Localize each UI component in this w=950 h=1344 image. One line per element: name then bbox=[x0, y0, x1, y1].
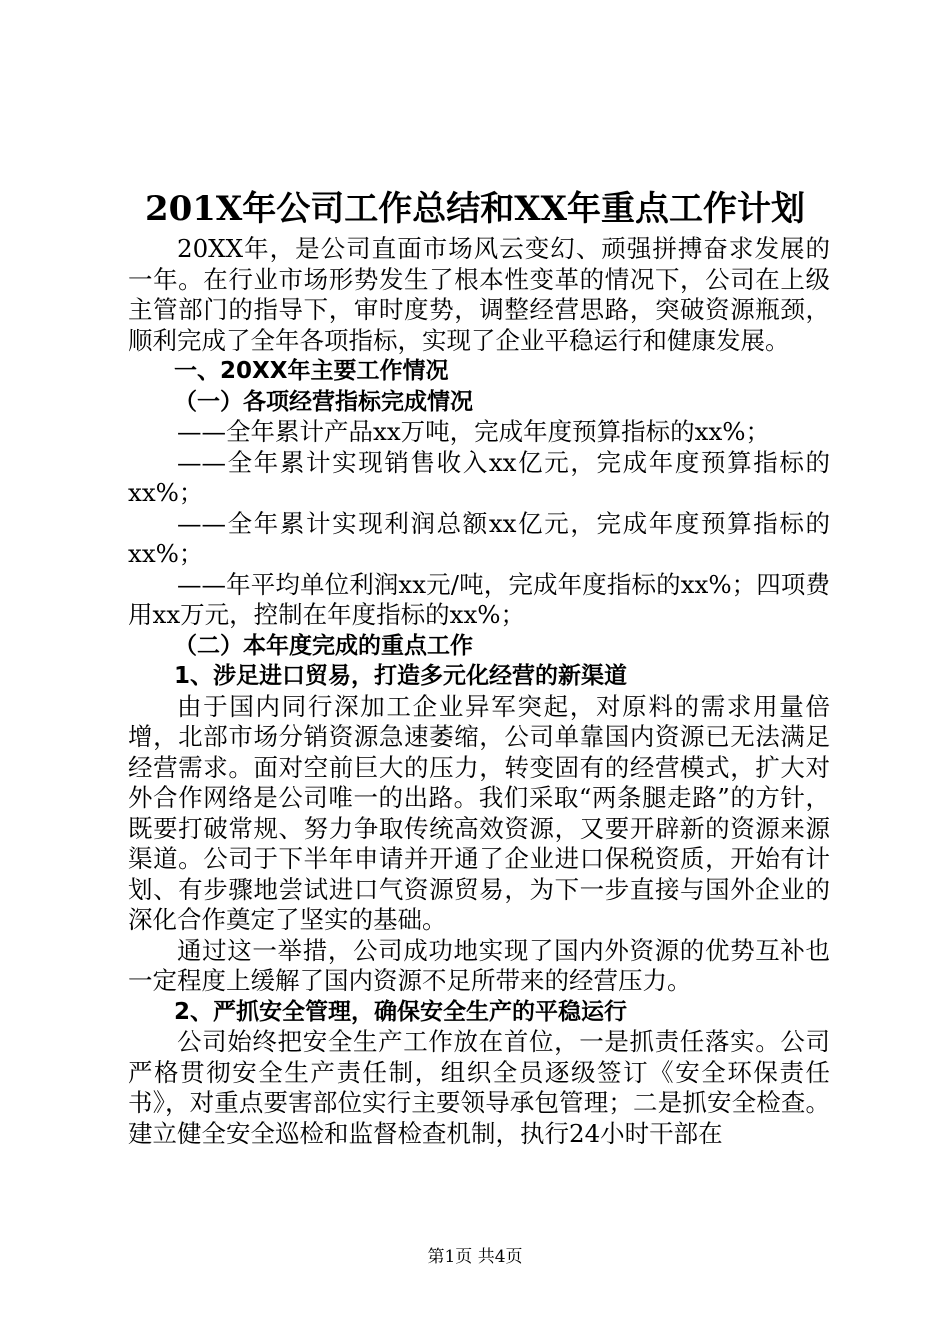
intro-paragraph: 20XX年，是公司直面市场风云变幻、顽强拼搏奋求发展的一年。在行业市场形势发生了根本性变革的情况下，公司在上级主管部门的指导下，审时度势，调整经营思路，突破资源瓶颈，顺利完成了全年各项指标，实现了企业平稳运行和健康发展。 bbox=[128, 234, 830, 355]
import-trade-result-paragraph: 通过这一举措，公司成功地实现了国内外资源的优势互补也一定程度上缓解了国内资源不足所带来的经营压力。 bbox=[128, 935, 830, 995]
safety-paragraph: 公司始终把安全生产工作放在首位，一是抓责任落实。公司严格贯彻安全生产责任制，组织全员逐级签订《安全环保责任书》，对重点要害部位实行主要领导承包管理；二是抓安全检查。建立健全安全巡检和监督检查机制，执行24小时干部在 bbox=[128, 1027, 830, 1148]
item-heading-safety: 2、严抓安全管理，确保安全生产的平稳运行 bbox=[174, 998, 628, 1025]
page-footer: 第1页 共4页 bbox=[427, 1247, 523, 1267]
indicator-item: ——年平均单位利润xx元/吨，完成年度指标的xx%；四项费用xx万元，控制在年度指标的xx%； bbox=[128, 569, 830, 629]
indicator-item: ——全年累计产品xx万吨，完成年度预算指标的xx%； bbox=[177, 417, 771, 446]
subsection-heading-key-work: （二）本年度完成的重点工作 bbox=[174, 632, 473, 659]
subsection-heading-indicators: （一）各项经营指标完成情况 bbox=[174, 388, 473, 415]
section-heading-main-work: 一、20XX年主要工作情况 bbox=[174, 358, 449, 384]
indicator-item: ——全年累计实现销售收入xx亿元，完成年度预算指标的xx%； bbox=[128, 447, 830, 507]
indicator-item: ——全年累计实现利润总额xx亿元，完成年度预算指标的xx%； bbox=[128, 508, 830, 568]
document-body bbox=[128, 234, 830, 1149]
item-heading-import-trade: 1、涉足进口贸易，打造多元化经营的新渠道 bbox=[174, 663, 628, 689]
import-trade-paragraph: 由于国内同行深加工企业异军突起，对原料的需求用量倍增，北部市场分销资源急速萎缩，公司单靠国内资源已无法满足经营需求。面对空前巨大的压力，转变固有的经营模式，扩大对外合作网络是公司唯一的出路。我们采取“两条腿走路”的方针，既要打破常规、努力争取传统高效资源，又要开辟新的资源来源渠道。公司于下半年申请并开通了企业进口保税资质，开始有计划、有步骤地尝试进口气资源贸易，为下一步直接与国外企业的深化合作奠定了坚实的基础。 bbox=[128, 691, 830, 934]
document-title: 201X年公司工作总结和XX年重点工作计划 bbox=[144, 189, 806, 229]
